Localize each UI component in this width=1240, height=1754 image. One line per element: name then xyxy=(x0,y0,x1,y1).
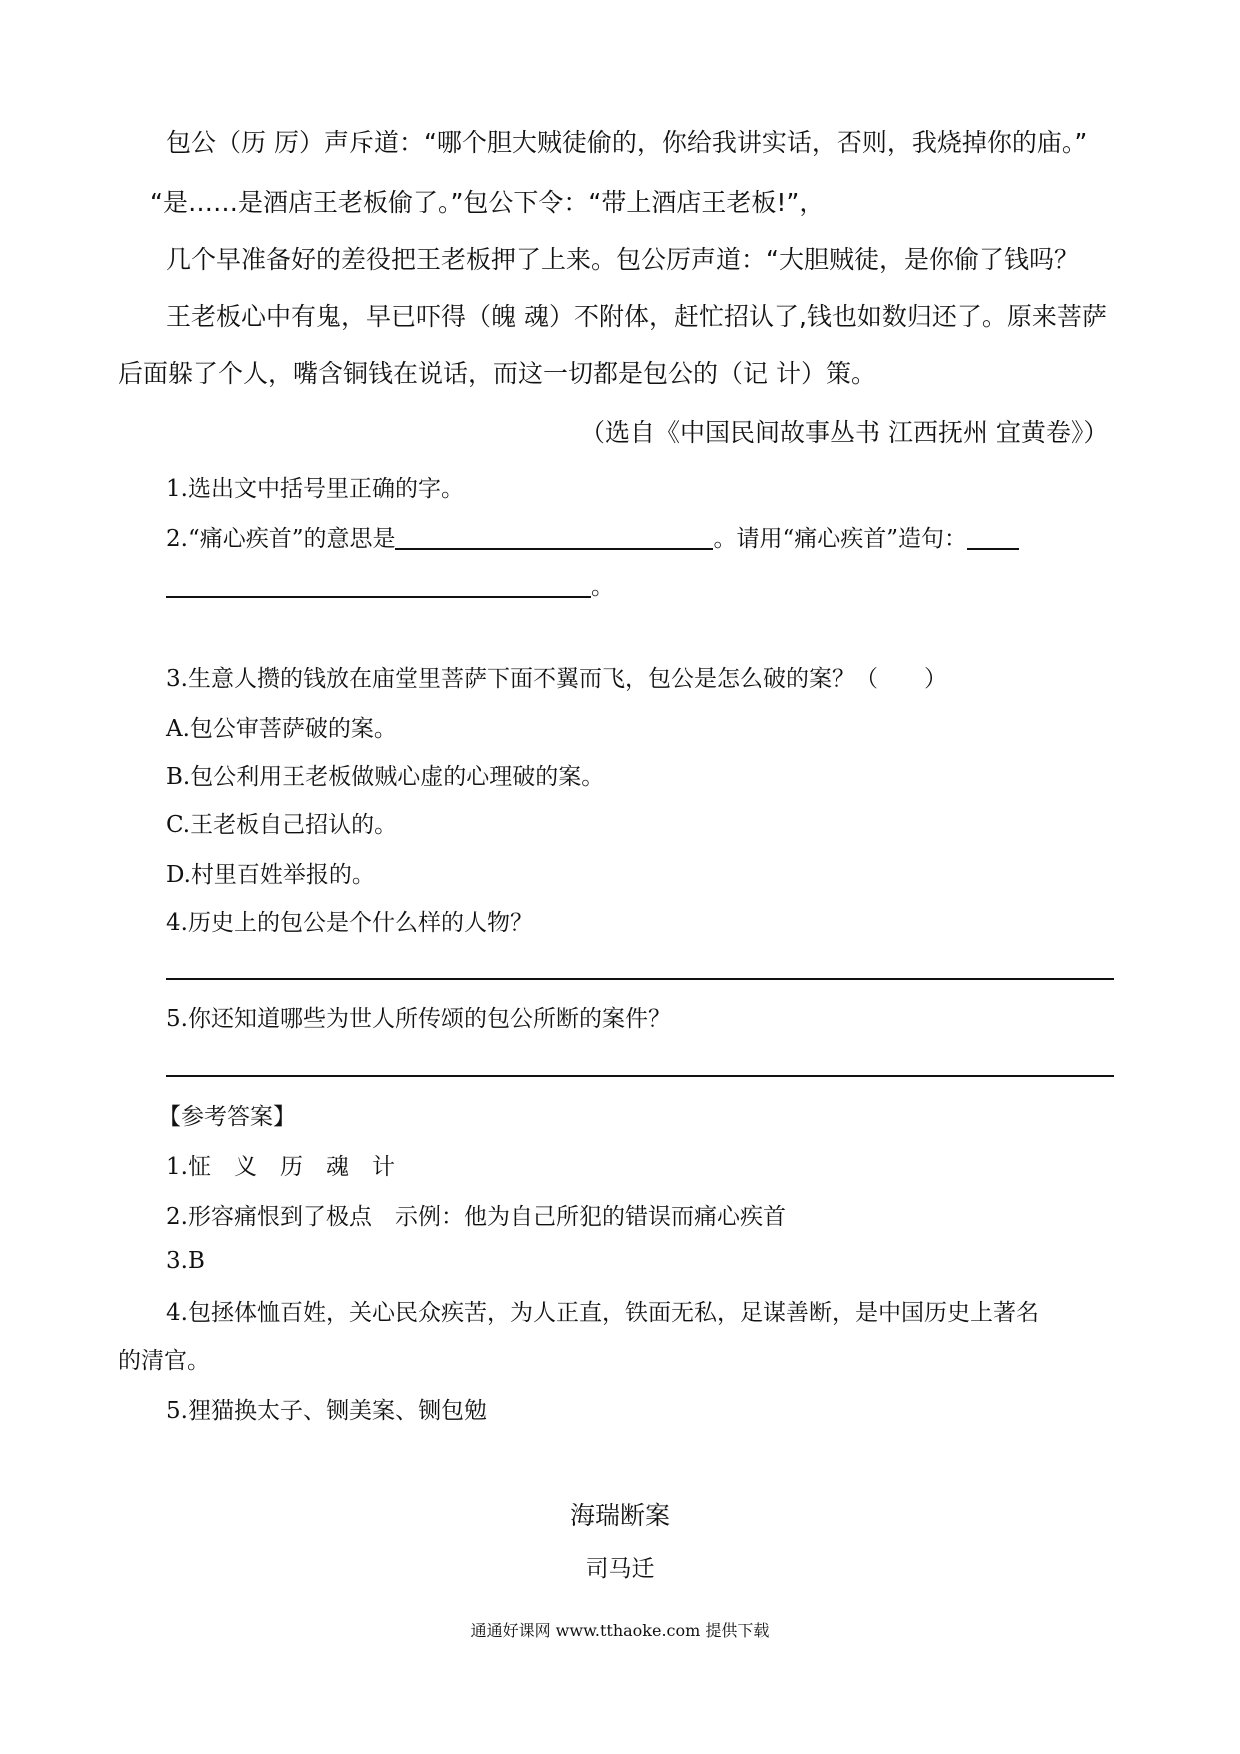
question-3-option-c: C.王老板自己招认的。 xyxy=(166,812,398,838)
question-3-option-b: B.包公利用王老板做贼心虚的心理破的案。 xyxy=(166,764,605,790)
answer-4-line-2: 的清官。 xyxy=(118,1348,210,1374)
question-5: 5.你还知道哪些为世人所传颂的包公所断的案件？ xyxy=(166,1006,671,1032)
answer-5: 5.狸猫换太子、铡美案、铡包勉 xyxy=(166,1398,487,1424)
answer-line-q4 xyxy=(166,978,1114,980)
question-3-option-d: D.村里百姓举报的。 xyxy=(166,862,375,888)
answer-blank-meaning xyxy=(395,548,713,550)
story-line-3: 几个早准备好的差役把王老板押了上来。包公厉声道：“大胆贼徒，是你偷了钱吗？ xyxy=(166,245,1079,274)
question-2-prefix: 2.“痛心疾首”的意思是 xyxy=(166,526,396,552)
question-2-end: 。 xyxy=(591,574,614,600)
question-1: 1.选出文中括号里正确的字。 xyxy=(166,476,464,502)
question-2 xyxy=(166,520,1019,553)
answer-4-line-1: 4.包拯体恤百姓，关心民众疾苦，为人正直，铁面无私，足谋善断，是中国历史上著名 xyxy=(166,1300,1039,1326)
question-2-continuation xyxy=(166,568,614,601)
answer-blank-sentence-start xyxy=(967,548,1019,550)
story-line-4: 王老板心中有鬼，早已吓得（魄 魂）不附体，赶忙招认了,钱也如数归还了。原来菩萨 xyxy=(166,302,1107,331)
question-4: 4.历史上的包公是个什么样的人物？ xyxy=(166,910,533,936)
question-3: 3.生意人攒的钱放在庙堂里菩萨下面不翼而飞，包公是怎么破的案？（ ） xyxy=(166,666,947,692)
story-line-1: 包公（历 厉）声斥道：“哪个胆大贼徒偷的，你给我讲实话，否则，我烧掉你的庙。” xyxy=(166,128,1088,157)
page-footer: 通通好课网 www.tthaoke.com 提供下载 xyxy=(470,1621,770,1640)
answer-3: 3.B xyxy=(166,1248,205,1274)
answer-line-q5 xyxy=(166,1075,1114,1077)
answer-1: 1.怔 义 历 魂 计 xyxy=(166,1154,395,1180)
question-2-middle: 。请用“痛心疾首”造句： xyxy=(713,526,967,552)
next-article-author: 司马迁 xyxy=(585,1556,655,1582)
next-article-title: 海瑞断案 xyxy=(569,1501,670,1530)
answer-2: 2.形容痛恨到了极点 示例：他为自己所犯的错误而痛心疾首 xyxy=(166,1204,786,1230)
story-line-5: 后面躲了个人，嘴含铜钱在说话，而这一切都是包公的（记 计）策。 xyxy=(118,359,876,388)
question-3-option-a: A.包公审菩萨破的案。 xyxy=(166,716,397,742)
story-line-2: “是……是酒店王老板偷了。”包公下令：“带上酒店王老板!”， xyxy=(150,188,825,217)
answer-blank-sentence xyxy=(166,596,591,598)
story-source: （选自《中国民间故事丛书 江西抚州 宜黄卷》） xyxy=(580,418,1109,447)
answers-heading: 【参考答案】 xyxy=(158,1104,296,1130)
